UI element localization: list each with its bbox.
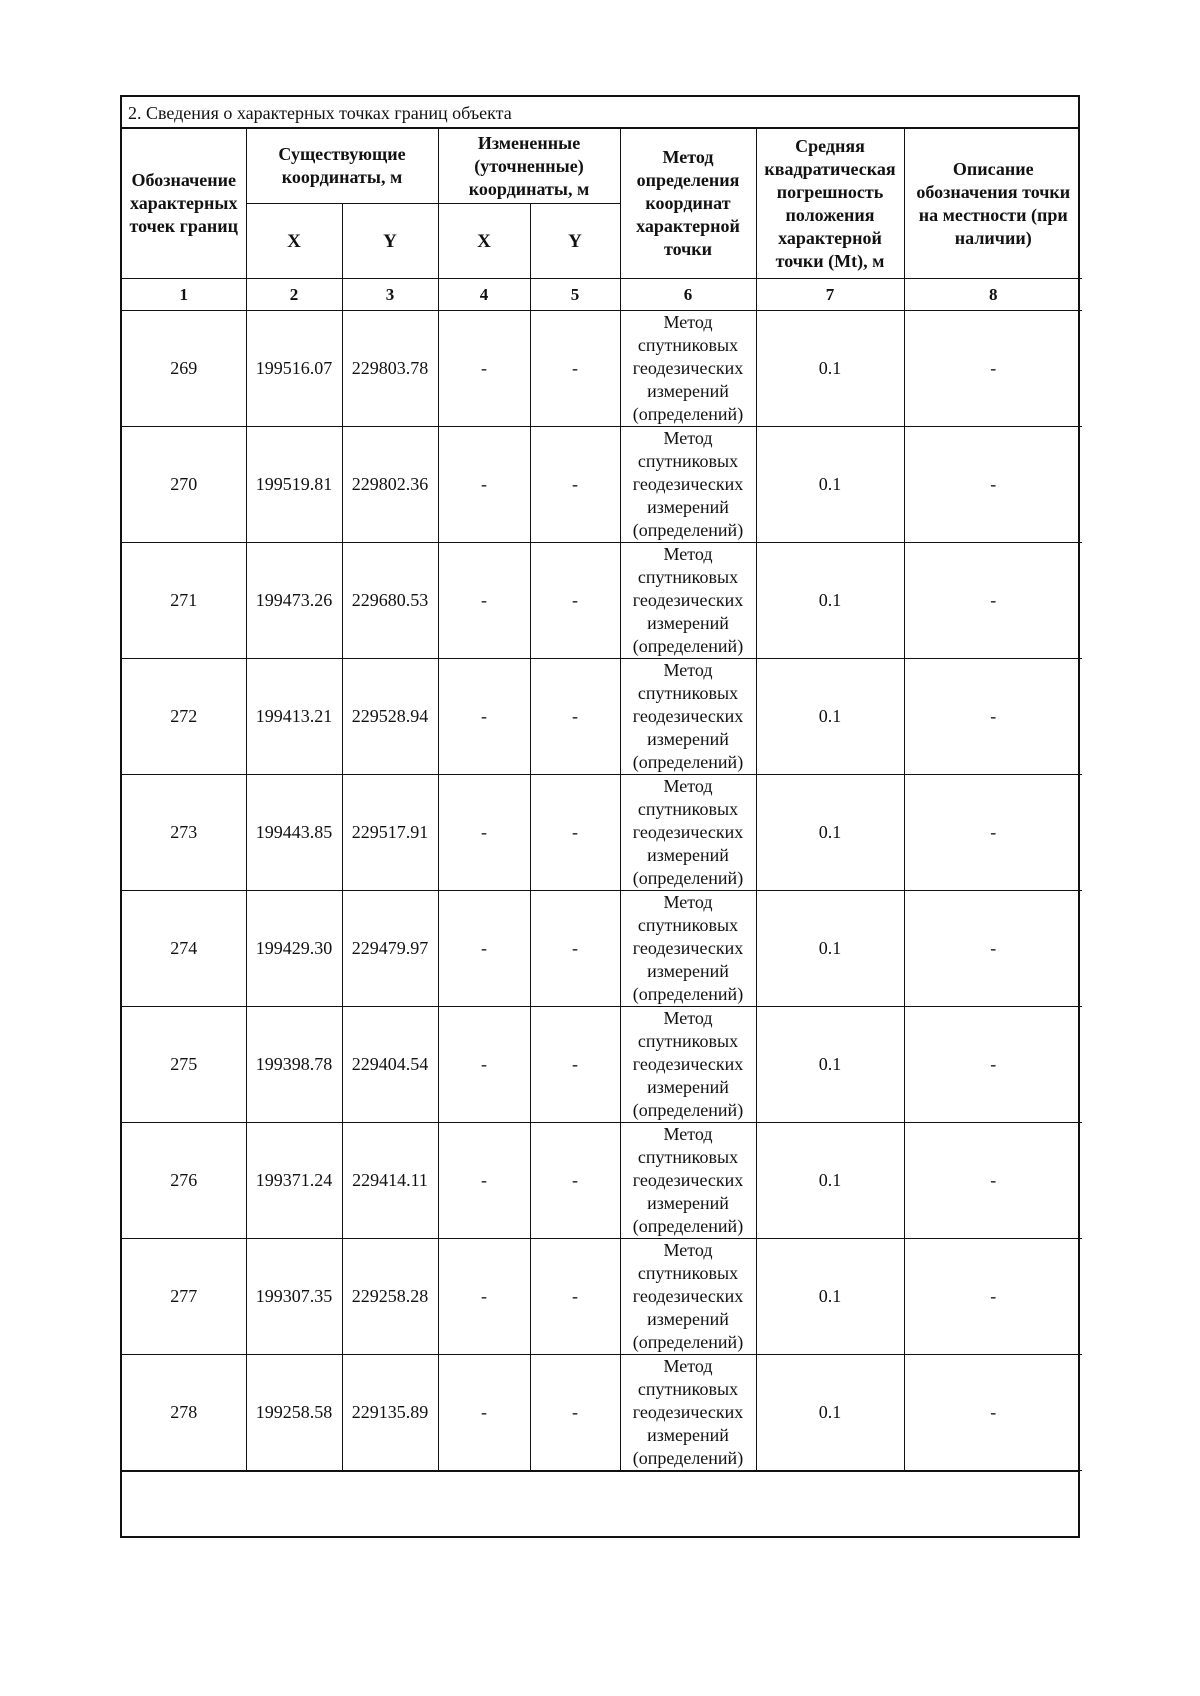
point-designation: 271 (122, 543, 246, 659)
existing-x: 199519.81 (246, 427, 342, 543)
existing-x: 199413.21 (246, 659, 342, 775)
method: Метод спутниковых геодезических измерений (определений) (620, 1239, 756, 1355)
existing-x: 199371.24 (246, 1123, 342, 1239)
existing-y: 229528.94 (342, 659, 438, 775)
point-description: - (904, 775, 1082, 891)
changed-x: - (438, 543, 530, 659)
method: Метод спутниковых геодезических измерений (определений) (620, 1007, 756, 1123)
point-description: - (904, 427, 1082, 543)
point-designation: 272 (122, 659, 246, 775)
column-number: 4 (438, 279, 530, 311)
table-row (122, 891, 1082, 1007)
existing-y: 229414.11 (342, 1123, 438, 1239)
column-number: 2 (246, 279, 342, 311)
table-row (122, 659, 1082, 775)
column-number: 6 (620, 279, 756, 311)
table-row (122, 1007, 1082, 1123)
table-header (122, 129, 1082, 311)
table-body (122, 311, 1082, 1471)
table-row (122, 543, 1082, 659)
point-designation: 274 (122, 891, 246, 1007)
existing-y: 229404.54 (342, 1007, 438, 1123)
column-number: 3 (342, 279, 438, 311)
table-row (122, 1355, 1082, 1471)
error-mt: 0.1 (756, 891, 904, 1007)
method: Метод спутниковых геодезических измерений (определений) (620, 1123, 756, 1239)
changed-y: - (530, 775, 620, 891)
error-mt: 0.1 (756, 1239, 904, 1355)
table-row (122, 311, 1082, 427)
header-method: Метод определения координат характерной точки (620, 129, 756, 279)
table-row (122, 1239, 1082, 1355)
existing-y: 229258.28 (342, 1239, 438, 1355)
point-description: - (904, 543, 1082, 659)
method: Метод спутниковых геодезических измерений (определений) (620, 543, 756, 659)
header-existing-x: X (246, 204, 342, 279)
point-designation: 269 (122, 311, 246, 427)
column-number: 7 (756, 279, 904, 311)
changed-x: - (438, 775, 530, 891)
error-mt: 0.1 (756, 1355, 904, 1471)
changed-x: - (438, 891, 530, 1007)
changed-y: - (530, 1123, 620, 1239)
existing-y: 229680.53 (342, 543, 438, 659)
point-designation: 276 (122, 1123, 246, 1239)
existing-x: 199258.58 (246, 1355, 342, 1471)
existing-x: 199398.78 (246, 1007, 342, 1123)
method: Метод спутниковых геодезических измерений (определений) (620, 891, 756, 1007)
existing-y: 229479.97 (342, 891, 438, 1007)
changed-y: - (530, 659, 620, 775)
method: Метод спутниковых геодезических измерений (определений) (620, 311, 756, 427)
changed-y: - (530, 543, 620, 659)
column-number: 1 (122, 279, 246, 311)
point-description: - (904, 1123, 1082, 1239)
header-changed-y: Y (530, 204, 620, 279)
boundary-points-sheet (120, 95, 1080, 1538)
error-mt: 0.1 (756, 1123, 904, 1239)
point-description: - (904, 659, 1082, 775)
error-mt: 0.1 (756, 543, 904, 659)
header-existing-y: Y (342, 204, 438, 279)
boundary-points-table (122, 129, 1082, 1471)
existing-x: 199516.07 (246, 311, 342, 427)
point-description: - (904, 1007, 1082, 1123)
existing-x: 199473.26 (246, 543, 342, 659)
changed-x: - (438, 1355, 530, 1471)
point-description: - (904, 891, 1082, 1007)
changed-y: - (530, 1355, 620, 1471)
method: Метод спутниковых геодезических измерений (определений) (620, 1355, 756, 1471)
error-mt: 0.1 (756, 659, 904, 775)
point-designation: 270 (122, 427, 246, 543)
existing-y: 229802.36 (342, 427, 438, 543)
error-mt: 0.1 (756, 427, 904, 543)
error-mt: 0.1 (756, 1007, 904, 1123)
header-error: Средняя квадратическая погрешность положения характерной точки (Mt), м (756, 129, 904, 279)
empty-footer-row (122, 1471, 1078, 1537)
point-description: - (904, 1239, 1082, 1355)
changed-y: - (530, 1239, 620, 1355)
header-description: Описание обозначения точки на местности (при наличии) (904, 129, 1082, 279)
changed-x: - (438, 1123, 530, 1239)
changed-y: - (530, 891, 620, 1007)
existing-y: 229135.89 (342, 1355, 438, 1471)
point-description: - (904, 1355, 1082, 1471)
error-mt: 0.1 (756, 775, 904, 891)
point-designation: 278 (122, 1355, 246, 1471)
existing-y: 229517.91 (342, 775, 438, 891)
header-changed-x: X (438, 204, 530, 279)
method: Метод спутниковых геодезических измерений (определений) (620, 659, 756, 775)
changed-y: - (530, 1007, 620, 1123)
table-row (122, 775, 1082, 891)
point-description: - (904, 311, 1082, 427)
changed-x: - (438, 1007, 530, 1123)
column-number: 8 (904, 279, 1082, 311)
changed-y: - (530, 427, 620, 543)
method: Метод спутниковых геодезических измерений (определений) (620, 427, 756, 543)
header-changed-coordinates: Измененные (уточненные) координаты, м (438, 129, 620, 204)
existing-x: 199443.85 (246, 775, 342, 891)
changed-x: - (438, 659, 530, 775)
existing-x: 199307.35 (246, 1239, 342, 1355)
point-designation: 277 (122, 1239, 246, 1355)
existing-y: 229803.78 (342, 311, 438, 427)
changed-x: - (438, 311, 530, 427)
changed-y: - (530, 311, 620, 427)
changed-x: - (438, 427, 530, 543)
point-designation: 273 (122, 775, 246, 891)
header-designation: Обозначение характерных точек границ (122, 129, 246, 279)
error-mt: 0.1 (756, 311, 904, 427)
table-row (122, 1123, 1082, 1239)
section-title: 2. Сведения о характерных точках границ объекта (122, 97, 1078, 129)
method: Метод спутниковых геодезических измерений (определений) (620, 775, 756, 891)
point-designation: 275 (122, 1007, 246, 1123)
changed-x: - (438, 1239, 530, 1355)
table-row (122, 427, 1082, 543)
existing-x: 199429.30 (246, 891, 342, 1007)
header-existing-coordinates: Существующие координаты, м (246, 129, 438, 204)
column-number: 5 (530, 279, 620, 311)
